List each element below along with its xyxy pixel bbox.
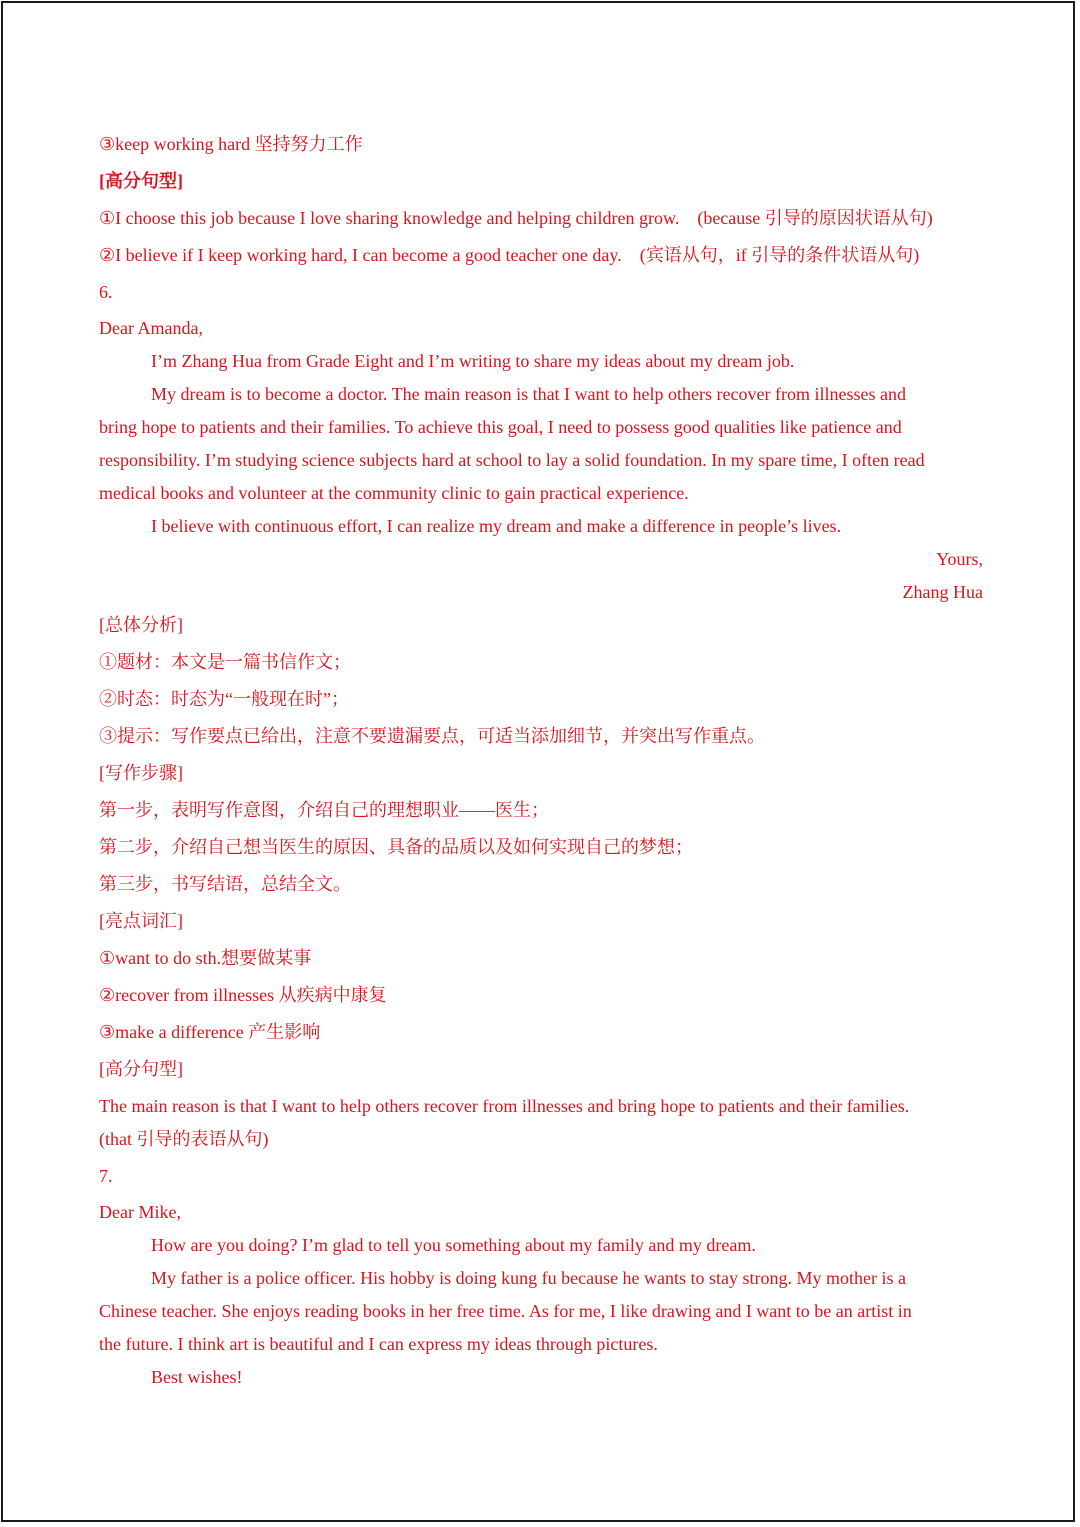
section-heading-analysis: [总体分析] bbox=[99, 615, 183, 635]
vocab-item: ③make a difference 产生影响 bbox=[99, 1022, 321, 1042]
letter-paragraph-line: Chinese teacher. She enjoys reading books in her free time. As for me, I like drawing and I want to be an artist in bbox=[99, 1301, 912, 1321]
question-number: 6. bbox=[99, 282, 113, 302]
letter-greeting: Dear Mike, bbox=[99, 1202, 181, 1222]
sentence-text: ①I choose this job because I love sharing knowledge and helping children grow. bbox=[99, 208, 680, 228]
letter-closing: Yours, bbox=[936, 549, 983, 569]
section-heading-vocab: [亮点词汇] bbox=[99, 911, 183, 931]
step-item: 第二步，介绍自己想当医生的原因、具备的品质以及如何实现自己的梦想； bbox=[99, 837, 693, 857]
question-number: 7. bbox=[99, 1166, 113, 1186]
sentence-note: (because 引导的原因状语从句) bbox=[697, 208, 933, 228]
section-heading-steps: [写作步骤] bbox=[99, 763, 183, 783]
analysis-item: ③提示：写作要点已给出，注意不要遗漏要点，可适当添加细节，并突出写作重点。 bbox=[99, 726, 765, 746]
analysis-item: ①题材：本文是一篇书信作文； bbox=[99, 652, 351, 672]
analysis-item: ②时态：时态为“一般现在时”； bbox=[99, 689, 349, 709]
sentence-note: (that 引导的表语从句) bbox=[99, 1129, 269, 1149]
vocab-item: ①want to do sth.想要做某事 bbox=[99, 948, 312, 968]
letter-paragraph-line: bring hope to patients and their families. To achieve this goal, I need to possess good qualities like patience and bbox=[99, 417, 902, 437]
letter-greeting: Dear Amanda, bbox=[99, 318, 203, 338]
section-heading-sentences: [高分句型] bbox=[99, 1059, 183, 1079]
letter-paragraph-line: My father is a police officer. His hobby is doing kung fu because he wants to stay strong. My mother is a bbox=[151, 1268, 907, 1288]
letter-paragraph: I’m Zhang Hua from Grade Eight and I’m writing to share my ideas about my dream job. bbox=[151, 351, 795, 371]
letter-paragraph: I believe with continuous effort, I can realize my dream and make a difference in people’s lives. bbox=[151, 516, 842, 536]
sentence-item: The main reason is that I want to help others recover from illnesses and bring hope to patients and their families. bbox=[99, 1096, 910, 1116]
vocab-item: ②recover from illnesses 从疾病中康复 bbox=[99, 985, 387, 1005]
step-item: 第三步，书写结语，总结全文。 bbox=[99, 874, 351, 894]
step-item: 第一步，表明写作意图，介绍自己的理想职业——医生； bbox=[99, 800, 549, 820]
letter-paragraph: How are you doing? I’m glad to tell you something about my family and my dream. bbox=[151, 1235, 756, 1255]
sentence-item-1 bbox=[99, 206, 933, 230]
letter-paragraph-line: responsibility. I’m studying science subjects hard at school to lay a solid foundation. In my spare time, I often read bbox=[99, 450, 925, 470]
letter-paragraph-line: the future. I think art is beautiful and I can express my ideas through pictures. bbox=[99, 1334, 658, 1354]
sentence-item-2 bbox=[99, 243, 919, 267]
letter-signature: Zhang Hua bbox=[902, 582, 983, 602]
section-heading-sentences: [高分句型] bbox=[99, 171, 183, 191]
document-page bbox=[1, 1, 1075, 1522]
sentence-text: ②I believe if I keep working hard, I can become a good teacher one day. bbox=[99, 245, 622, 265]
letter-closing: Best wishes! bbox=[151, 1367, 243, 1387]
letter-paragraph-line: My dream is to become a doctor. The main reason is that I want to help others recover from illnesses and bbox=[151, 384, 906, 404]
letter-paragraph-line: medical books and volunteer at the community clinic to gain practical experience. bbox=[99, 483, 689, 503]
vocab-item-3: ③keep working hard 坚持努力工作 bbox=[99, 134, 363, 154]
sentence-note: (宾语从句，if 引导的条件状语从句) bbox=[639, 245, 920, 265]
